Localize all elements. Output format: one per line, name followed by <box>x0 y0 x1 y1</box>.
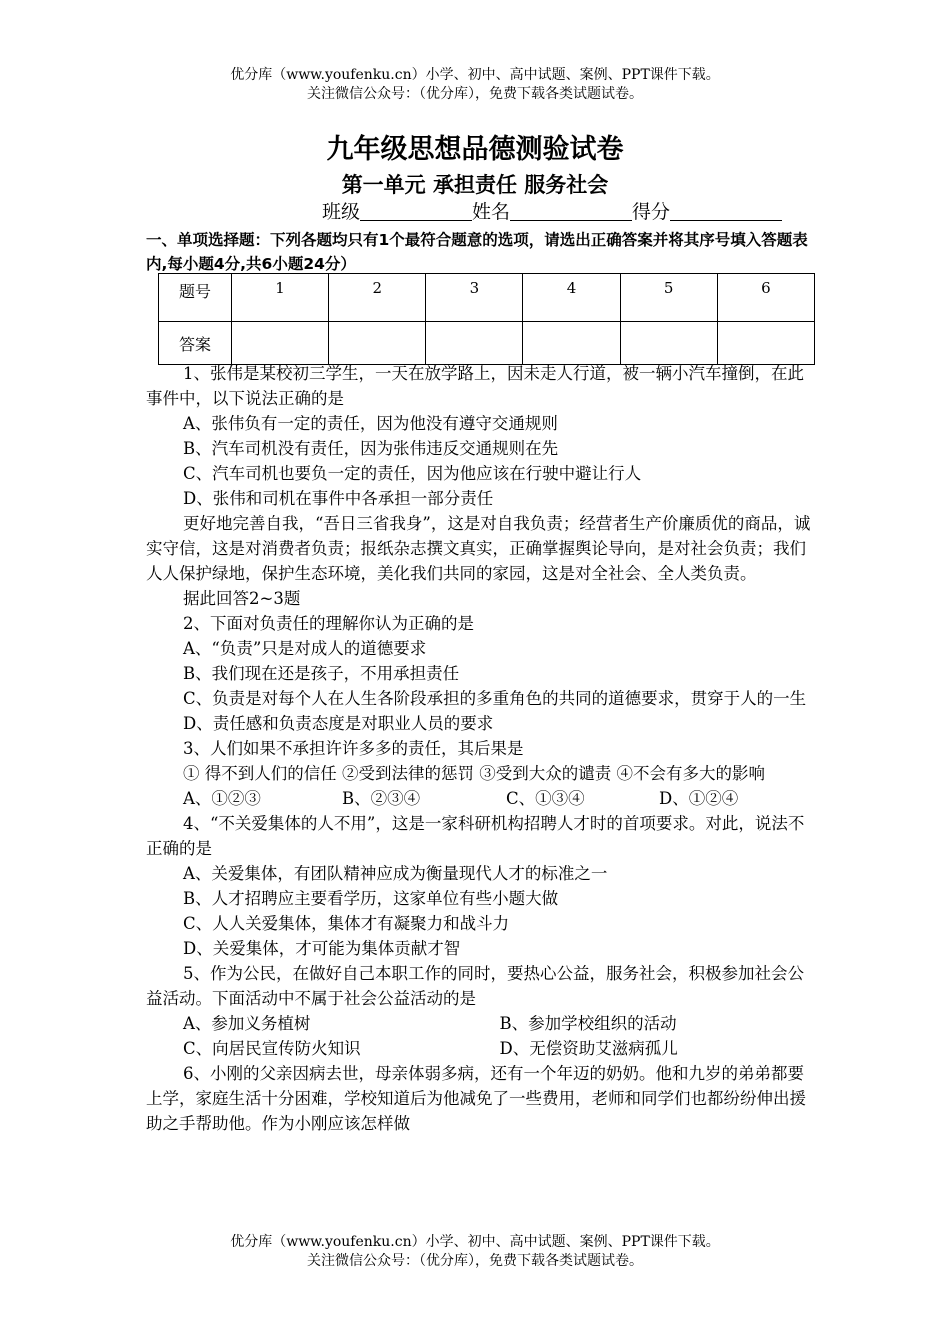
q1-option-d: D、张伟和司机在事件中各承担一部分责任 <box>183 489 494 508</box>
name-blank[interactable] <box>510 200 632 221</box>
q2-option-b: B、我们现在还是孩子，不用承担责任 <box>183 664 460 683</box>
answer-table-number-row <box>159 274 815 322</box>
q1-option-c: C、汽车司机也要负一定的责任，因为他应该在行驶中避让行人 <box>183 464 642 483</box>
answer-table <box>158 273 815 365</box>
exam-title: 九年级思想品德测验试卷 <box>326 134 624 165</box>
q5-options-row1 <box>146 1011 816 1036</box>
material-note: 据此回答2~3题 <box>183 589 301 608</box>
answer-cell[interactable] <box>232 322 329 365</box>
q3-option-d: D、①②④ <box>659 789 739 808</box>
q5-options-row2 <box>146 1036 816 1061</box>
question-number-cell: 2 <box>329 274 426 322</box>
answer-row-label: 答案 <box>159 322 232 365</box>
question-number-cell: 4 <box>523 274 620 322</box>
student-info-line <box>322 199 782 225</box>
q3-options <box>146 786 816 811</box>
q5-option-a: A、参加义务植树 <box>183 1014 311 1033</box>
answer-cell[interactable] <box>523 322 620 365</box>
q4-option-b: B、人才招聘应主要看学历，这家单位有些小题大做 <box>183 889 559 908</box>
class-blank[interactable] <box>360 200 472 221</box>
score-blank[interactable] <box>670 200 782 221</box>
q5-stem: 5、作为公民，在做好自己本职工作的同时，要热心公益，服务社会，积极参加社会公益活动。下面活动中不属于社会公益活动的是 <box>146 964 804 1008</box>
q3-items: ① 得不到人们的信任 ②受到法律的惩罚 ③受到大众的谴责 ④不会有多大的影响 <box>183 764 765 783</box>
q5-option-b: B、参加学校组织的活动 <box>499 1014 677 1033</box>
page-header-line1: 优分库（www.youfenku.cn）小学、初中、高中试题、案例、PPT课件下载。 <box>230 67 720 83</box>
answer-cell[interactable] <box>717 322 814 365</box>
material-passage: 更好地完善自我，“吾日三省我身”，这是对自我负责；经营者生产价廉质优的商品，诚实守信，这是对消费者负责；报纸杂志撰文真实，正确掌握舆论导向，是对社会负责；我们人人保护绿地，保护生态环境，美化我们共同的家园，这是对全社会、全人类负责。 <box>146 514 811 583</box>
answer-cell[interactable] <box>426 322 523 365</box>
score-label: 得分 <box>632 201 671 223</box>
q4-option-c: C、人人关爱集体，集体才有凝聚力和战斗力 <box>183 914 510 933</box>
q3-stem: 3、人们如果不承担许许多多的责任，其后果是 <box>183 739 524 758</box>
page-footer-line2: 关注微信公众号：（优分库），免费下载各类试题试卷。 <box>307 1253 643 1269</box>
unit-subtitle: 第一单元 承担责任 服务社会 <box>341 173 609 197</box>
page-footer-line1: 优分库（www.youfenku.cn）小学、初中、高中试题、案例、PPT课件下载。 <box>230 1234 720 1250</box>
q2-option-a: A、“负责”只是对成人的道德要求 <box>183 639 427 658</box>
q4-option-a: A、关爱集体，有团队精神应成为衡量现代人才的标准之一 <box>183 864 608 883</box>
question-number-cell: 1 <box>232 274 329 322</box>
q2-option-c: C、负责是对每个人在人生各阶段承担的多重角色的共同的道德要求，贯穿于人的一生 <box>183 689 807 708</box>
q4-option-d: D、关爱集体，才可能为集体贡献才智 <box>183 939 461 958</box>
page-header-line2: 关注微信公众号：（优分库），免费下载各类试题试卷。 <box>307 86 643 102</box>
q1-option-a: A、张伟负有一定的责任，因为他没有遵守交通规则 <box>183 414 558 433</box>
answer-cell[interactable] <box>329 322 426 365</box>
answer-cell[interactable] <box>620 322 717 365</box>
answer-table-answer-row <box>159 322 815 365</box>
q6-stem: 6、小刚的父亲因病去世，母亲体弱多病，还有一个年迈的奶奶。他和九岁的弟弟都要上学，家庭生活十分困难，学校知道后为他减免了一些费用，老师和同学们也都纷纷伸出援助之手帮助他。作为小刚应该怎样做 <box>146 1064 806 1133</box>
q3-option-a: A、①②③ <box>183 789 261 808</box>
q3-option-c: C、①③④ <box>506 789 585 808</box>
question-number-cell: 5 <box>620 274 717 322</box>
q5-option-c: C、向居民宣传防火知识 <box>183 1039 361 1058</box>
q2-option-d: D、责任感和负责态度是对职业人员的要求 <box>183 714 494 733</box>
q2-stem: 2、下面对负责任的理解你认为正确的是 <box>183 614 474 633</box>
q4-stem: 4、“不关爱集体的人不用”，这是一家科研机构招聘人才时的首项要求。对此，说法不正确的是 <box>146 814 805 858</box>
question-number-cell: 3 <box>426 274 523 322</box>
question-number-cell: 6 <box>717 274 814 322</box>
q1-option-b: B、汽车司机没有责任，因为张伟违反交通规则在先 <box>183 439 559 458</box>
class-label: 班级 <box>322 201 361 223</box>
questions-body <box>146 361 816 1136</box>
number-row-label: 题号 <box>159 274 232 322</box>
section-heading: 一、单项选择题：下列各题均只有1个最符合题意的选项，请选出正确答案并将其序号填入答题表内,每小题4分,共6小题24分） <box>146 231 808 273</box>
name-label: 姓名 <box>472 201 511 223</box>
q3-option-b: B、②③④ <box>342 789 421 808</box>
q1-stem: 1、张伟是某校初三学生，一天在放学路上，因未走人行道，被一辆小汽车撞倒，在此事件中，以下说法正确的是 <box>146 364 804 408</box>
q5-option-d: D、无偿资助艾滋病孤儿 <box>499 1039 678 1058</box>
